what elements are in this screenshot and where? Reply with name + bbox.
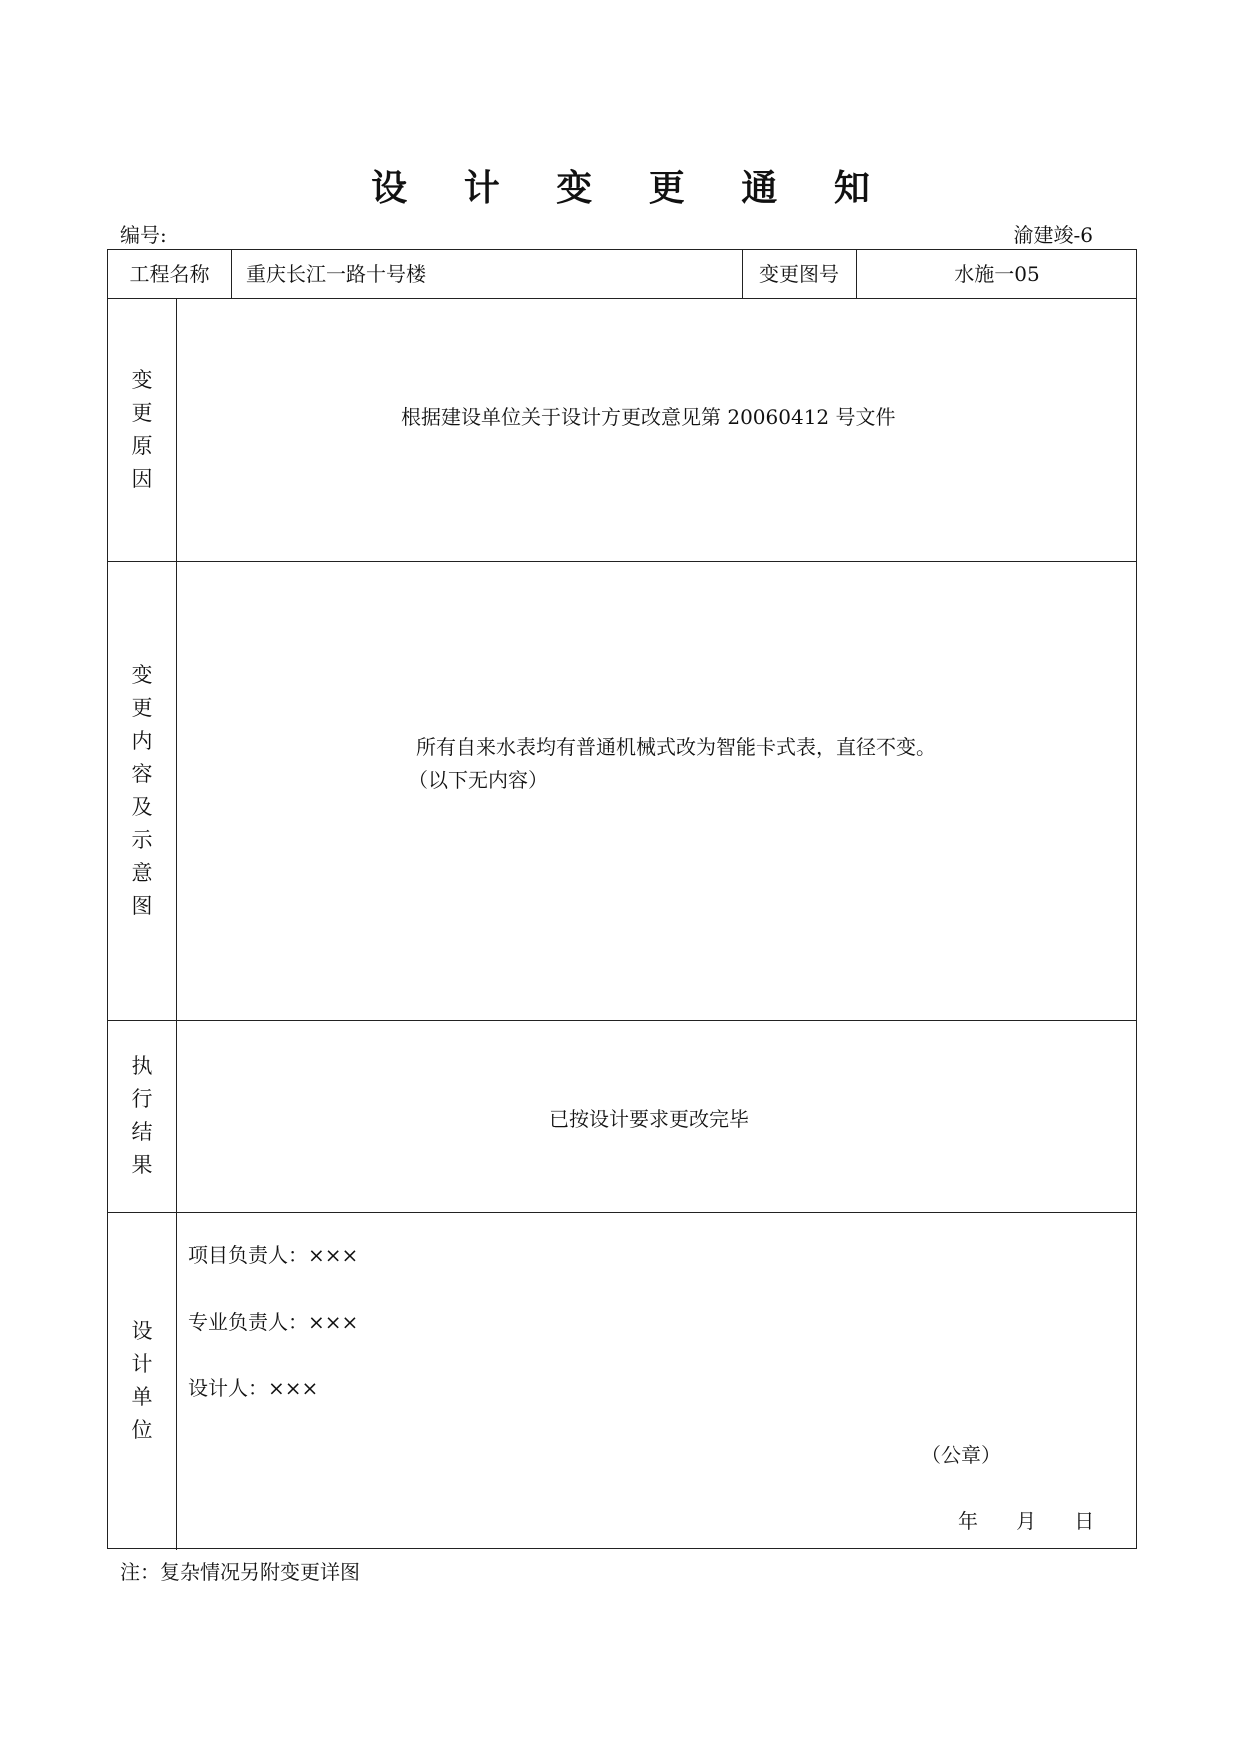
change-content-line-2: （以下无内容）	[408, 768, 548, 792]
row-divider	[108, 298, 1136, 299]
change-content-label: 变 更 内 容 及 示 意 图	[131, 662, 153, 918]
row-divider	[108, 561, 1136, 562]
document-title: 设 计 变 更 通 知	[371, 167, 892, 209]
column-divider	[231, 250, 232, 298]
change-notice-form	[107, 249, 1137, 1549]
designer-signature: 设计人：×××	[188, 1376, 319, 1400]
design-unit-label: 设 计 单 位	[131, 1319, 153, 1442]
date-field: 年 月 日	[958, 1509, 1095, 1533]
number-label: 编号:	[120, 223, 167, 247]
drawing-number-label: 变更图号	[759, 262, 839, 286]
row-divider	[108, 1212, 1136, 1213]
project-name-label: 工程名称	[129, 262, 210, 286]
drawing-number-value: 水施一05	[954, 262, 1040, 286]
row-divider	[108, 1020, 1136, 1021]
document-code: 渝建竣-6	[1013, 223, 1093, 247]
execution-result-label: 执 行 结 果	[131, 1054, 153, 1177]
change-reason-text: 根据建设单位关于设计方更改意见第 20060412 号文件	[401, 405, 896, 429]
discipline-lead-signature: 专业负责人：×××	[188, 1310, 359, 1334]
column-divider	[176, 298, 177, 1550]
project-lead-signature: 项目负责人：×××	[188, 1243, 359, 1267]
project-name-value: 重庆长江一路十号楼	[246, 262, 426, 286]
official-seal-label: （公章）	[921, 1443, 1001, 1467]
change-content-line-1: 所有自来水表均有普通机械式改为智能卡式表，直径不变。	[416, 735, 936, 759]
change-reason-label: 变 更 原 因	[131, 367, 153, 491]
footnote: 注：复杂情况另附变更详图	[120, 1560, 360, 1584]
execution-result-text: 已按设计要求更改完毕	[549, 1107, 749, 1131]
